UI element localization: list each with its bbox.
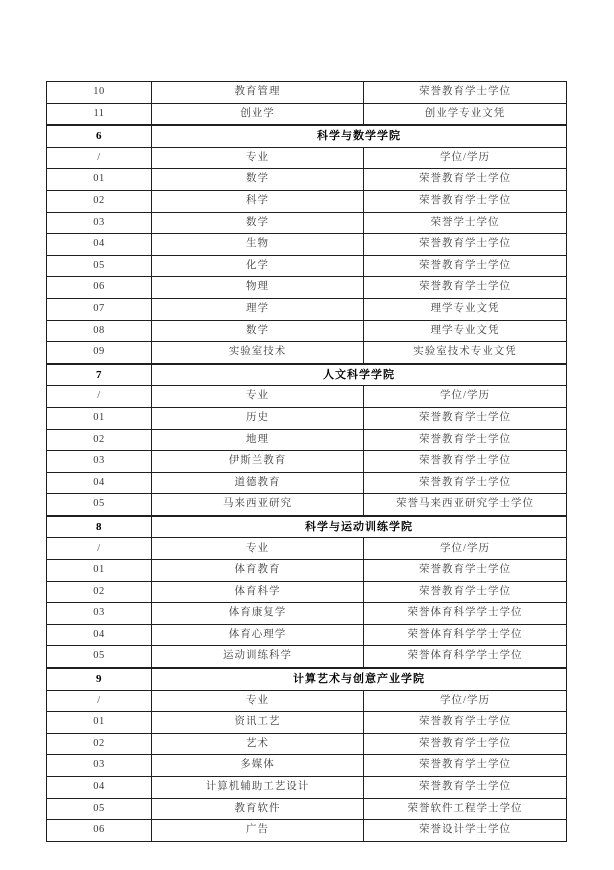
section-row	[47, 125, 567, 147]
degree-cell: 荣誉教育学士学位	[364, 429, 567, 451]
index-cell: 09	[47, 342, 152, 364]
major-cell: 运动训练科学	[152, 646, 364, 668]
degree-cell: 荣誉马来西亚研究学士学位	[364, 494, 567, 516]
major-cell: 体育康复学	[152, 603, 364, 625]
table-row	[47, 494, 567, 516]
degree-cell: 荣誉教育学士学位	[364, 755, 567, 777]
table-row	[47, 560, 567, 582]
major-column-header: 专业	[152, 538, 364, 560]
major-cell: 广告	[152, 820, 364, 842]
major-cell: 体育教育	[152, 560, 364, 582]
degree-column-header: 学位/学历	[364, 147, 567, 169]
degree-cell: 荣誉体育科学学士学位	[364, 624, 567, 646]
degree-cell: 荣誉教育学士学位	[364, 581, 567, 603]
index-cell: 02	[47, 429, 152, 451]
degree-cell: 荣誉教育学士学位	[364, 169, 567, 191]
major-cell: 化学	[152, 255, 364, 277]
section-row	[47, 516, 567, 538]
degree-cell: 荣誉教育学士学位	[364, 733, 567, 755]
index-cell: 05	[47, 798, 152, 820]
index-cell: 02	[47, 733, 152, 755]
index-cell: 01	[47, 712, 152, 734]
table-row	[47, 103, 567, 125]
index-cell: 01	[47, 407, 152, 429]
index-cell: 07	[47, 298, 152, 320]
index-cell: 04	[47, 624, 152, 646]
major-cell: 艺术	[152, 733, 364, 755]
major-cell: 数学	[152, 320, 364, 342]
index-cell: 02	[47, 581, 152, 603]
table-row	[47, 169, 567, 191]
table-row	[47, 646, 567, 668]
major-cell: 道德教育	[152, 472, 364, 494]
table-row	[47, 342, 567, 364]
major-column-header: 专业	[152, 386, 364, 408]
column-header-row	[47, 386, 567, 408]
table-row	[47, 712, 567, 734]
major-cell: 体育科学	[152, 581, 364, 603]
program-table	[46, 81, 567, 842]
degree-cell: 荣誉体育科学学士学位	[364, 646, 567, 668]
index-cell: 03	[47, 603, 152, 625]
index-cell: 03	[47, 451, 152, 473]
index-cell: 04	[47, 777, 152, 799]
degree-cell: 理学专业文凭	[364, 298, 567, 320]
major-cell: 数学	[152, 212, 364, 234]
degree-cell: 荣誉教育学士学位	[364, 277, 567, 299]
major-cell: 地理	[152, 429, 364, 451]
column-header-row	[47, 538, 567, 560]
section-title: 计算艺术与创意产业学院	[152, 668, 567, 690]
major-cell: 多媒体	[152, 755, 364, 777]
index-cell: 03	[47, 755, 152, 777]
index-cell: 04	[47, 234, 152, 256]
table-row	[47, 320, 567, 342]
table-row	[47, 624, 567, 646]
degree-cell: 荣誉学士学位	[364, 212, 567, 234]
header-index-cell: /	[47, 690, 152, 712]
table-row	[47, 798, 567, 820]
major-cell: 教育管理	[152, 82, 364, 104]
major-column-header: 专业	[152, 690, 364, 712]
section-title: 科学与数学学院	[152, 125, 567, 147]
index-cell: 05	[47, 646, 152, 668]
degree-cell: 荣誉体育科学学士学位	[364, 603, 567, 625]
index-cell: 02	[47, 190, 152, 212]
major-cell: 历史	[152, 407, 364, 429]
table-row	[47, 190, 567, 212]
index-cell: 10	[47, 82, 152, 104]
section-number: 6	[47, 125, 152, 147]
table-row	[47, 212, 567, 234]
degree-column-header: 学位/学历	[364, 690, 567, 712]
degree-cell: 荣誉教育学士学位	[364, 255, 567, 277]
section-row	[47, 668, 567, 690]
degree-cell: 理学专业文凭	[364, 320, 567, 342]
table-row	[47, 255, 567, 277]
index-cell: 06	[47, 277, 152, 299]
degree-cell: 荣誉教育学士学位	[364, 777, 567, 799]
section-title: 科学与运动训练学院	[152, 516, 567, 538]
index-cell: 08	[47, 320, 152, 342]
degree-column-header: 学位/学历	[364, 386, 567, 408]
degree-cell: 荣誉教育学士学位	[364, 82, 567, 104]
degree-cell: 荣誉教育学士学位	[364, 560, 567, 582]
degree-cell: 实验室技术专业文凭	[364, 342, 567, 364]
index-cell: 01	[47, 169, 152, 191]
table-row	[47, 277, 567, 299]
degree-cell: 荣誉教育学士学位	[364, 190, 567, 212]
degree-cell: 创业学专业文凭	[364, 103, 567, 125]
major-cell: 创业学	[152, 103, 364, 125]
major-cell: 理学	[152, 298, 364, 320]
degree-cell: 荣誉教育学士学位	[364, 234, 567, 256]
index-cell: 05	[47, 494, 152, 516]
table-row	[47, 451, 567, 473]
section-row	[47, 364, 567, 386]
table-row	[47, 820, 567, 842]
table-row	[47, 581, 567, 603]
degree-cell: 荣誉教育学士学位	[364, 712, 567, 734]
index-cell: 03	[47, 212, 152, 234]
major-cell: 科学	[152, 190, 364, 212]
table-row	[47, 777, 567, 799]
degree-column-header: 学位/学历	[364, 538, 567, 560]
table-row	[47, 472, 567, 494]
index-cell: 04	[47, 472, 152, 494]
table-row	[47, 234, 567, 256]
table-row	[47, 298, 567, 320]
table-row	[47, 82, 567, 104]
degree-cell: 荣誉软件工程学士学位	[364, 798, 567, 820]
major-cell: 体育心理学	[152, 624, 364, 646]
index-cell: 05	[47, 255, 152, 277]
major-cell: 资讯工艺	[152, 712, 364, 734]
header-index-cell: /	[47, 538, 152, 560]
degree-cell: 荣誉教育学士学位	[364, 407, 567, 429]
major-cell: 马来西亚研究	[152, 494, 364, 516]
column-header-row	[47, 690, 567, 712]
section-number: 8	[47, 516, 152, 538]
column-header-row	[47, 147, 567, 169]
table-row	[47, 407, 567, 429]
major-cell: 物理	[152, 277, 364, 299]
index-cell: 06	[47, 820, 152, 842]
major-cell: 伊斯兰教育	[152, 451, 364, 473]
major-cell: 数学	[152, 169, 364, 191]
major-column-header: 专业	[152, 147, 364, 169]
section-number: 7	[47, 364, 152, 386]
table-row	[47, 755, 567, 777]
header-index-cell: /	[47, 147, 152, 169]
major-cell: 计算机辅助工艺设计	[152, 777, 364, 799]
major-cell: 生物	[152, 234, 364, 256]
degree-cell: 荣誉设计学士学位	[364, 820, 567, 842]
degree-cell: 荣誉教育学士学位	[364, 451, 567, 473]
table-row	[47, 733, 567, 755]
major-cell: 实验室技术	[152, 342, 364, 364]
table-row	[47, 603, 567, 625]
section-title: 人文科学学院	[152, 364, 567, 386]
table-row	[47, 429, 567, 451]
index-cell: 01	[47, 560, 152, 582]
section-number: 9	[47, 668, 152, 690]
major-cell: 教育软件	[152, 798, 364, 820]
degree-cell: 荣誉教育学士学位	[364, 472, 567, 494]
header-index-cell: /	[47, 386, 152, 408]
index-cell: 11	[47, 103, 152, 125]
